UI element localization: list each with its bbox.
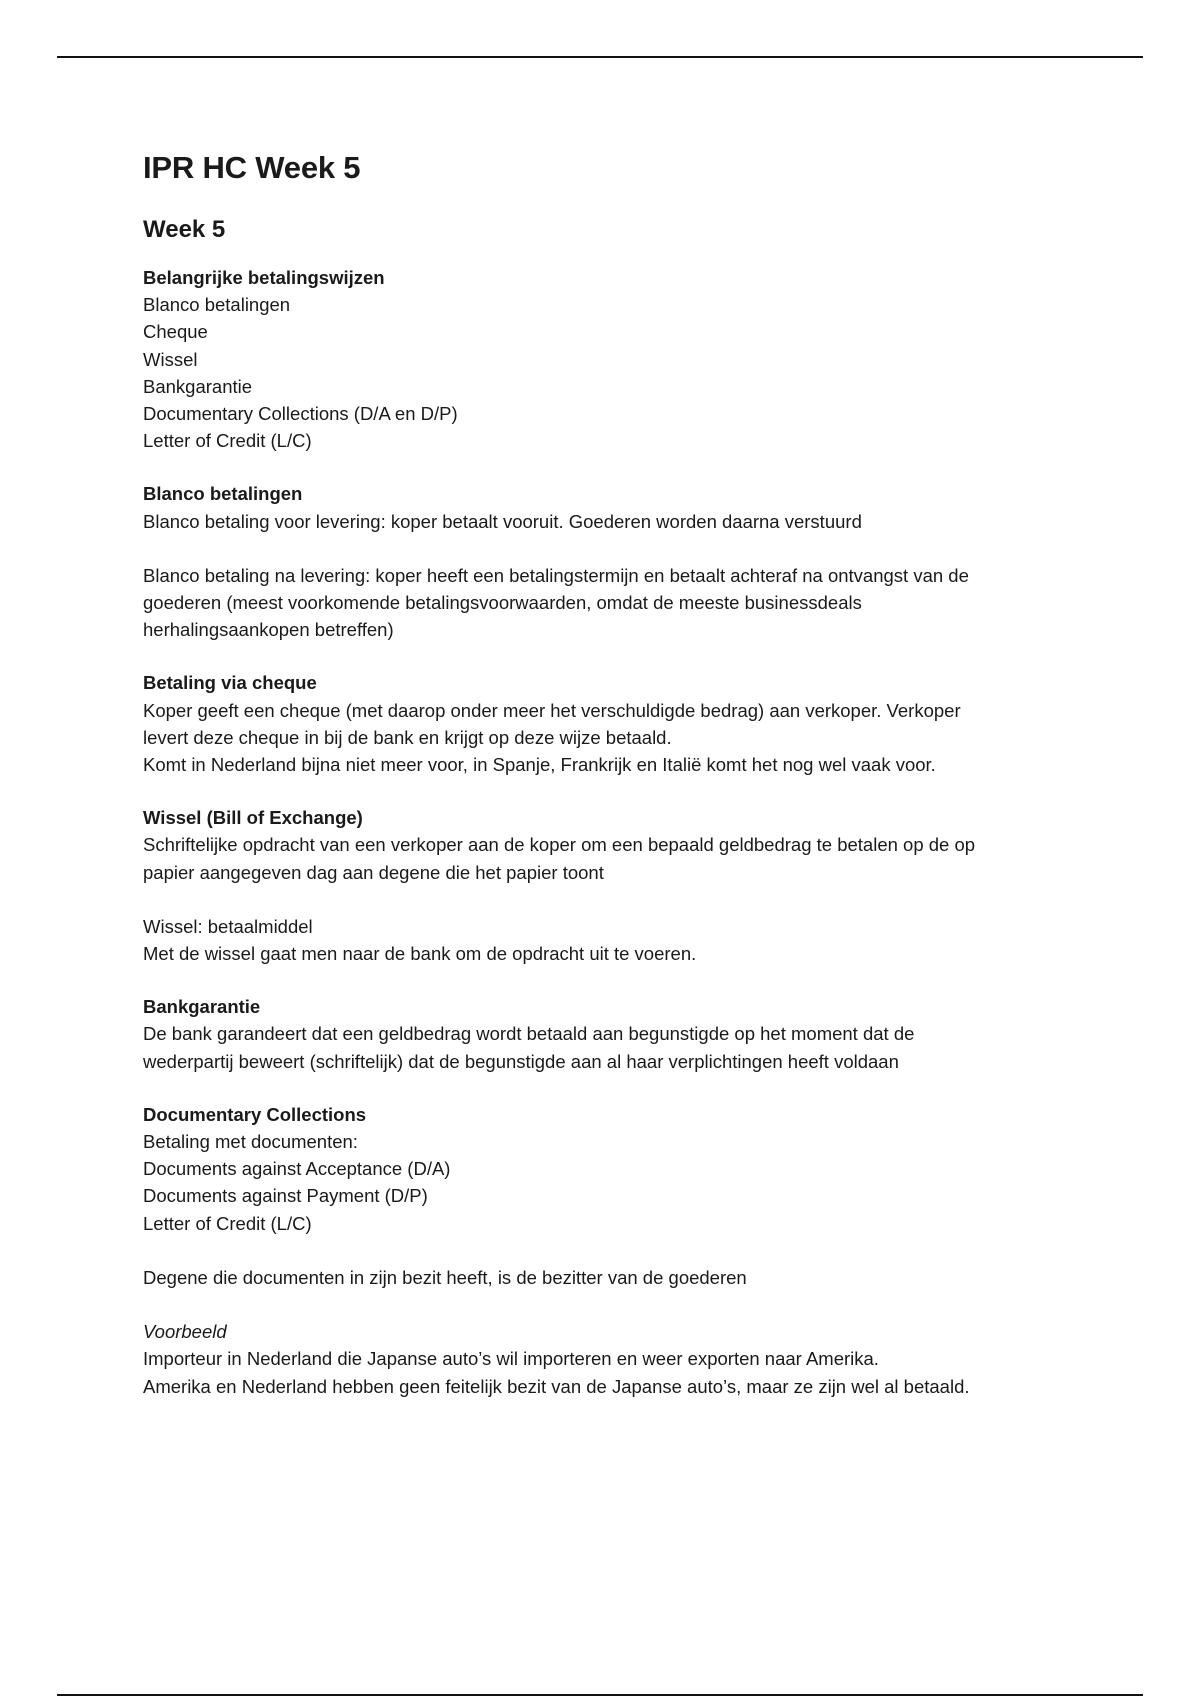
paragraph-line: Wissel: betaalmiddel [143,915,313,937]
section-cheque [143,669,1083,778]
paragraph-line: Letter of Credit (L/C) [143,1212,312,1234]
section-heading: Wissel (Bill of Exchange) [143,807,363,829]
paragraph-line: Koper geeft een cheque (met daarop onder meer het verschuldigde bedrag) aan verkoper. Verkoper [143,699,961,721]
section-documentary [143,1101,1083,1400]
paragraph-line: Documents against Acceptance (D/A) [143,1158,451,1180]
paragraph-line: herhalingsaankopen betreffen) [143,619,394,641]
paragraph-line: papier aangegeven dag aan degene die het papier toont [143,861,604,883]
section-heading: Betaling via cheque [143,672,317,694]
list-item: Blanco betalingen [143,294,291,316]
top-rule [57,56,1143,58]
bottom-rule [57,1694,1143,1696]
paragraph-line: Documents against Payment (D/P) [143,1185,428,1207]
paragraph-line: De bank garandeert dat een geldbedrag wordt betaald aan begunstigde op het moment dat de [143,1023,915,1045]
list-item: Bankgarantie [143,375,253,397]
section-wissel [143,804,1083,967]
paragraph-line: Betaling met documenten: [143,1131,358,1153]
paragraph-line: wederpartij beweert (schriftelijk) dat de begunstigde aan al haar verplichtingen heeft voldaan [143,1050,899,1072]
list-item: Wissel [143,348,198,370]
example-label: Voorbeeld [143,1321,227,1343]
paragraph-gap [143,886,1083,913]
paragraph-line: goederen (meest voorkomende betalingsvoorwaarden, omdat de meeste businessdeals [143,592,862,614]
paragraph-line: Importeur in Nederland die Japanse auto’s wil importeren en weer exporten naar Amerika. [143,1348,879,1370]
paragraph-line: Amerika en Nederland hebben geen feitelijk bezit van de Japanse auto’s, maar ze zijn wel al betaald. [143,1375,970,1397]
paragraph-line: Blanco betaling na levering: koper heeft een betalingstermijn en betaalt achteraf na ontvangst van de [143,564,969,586]
section-heading: Bankgarantie [143,996,261,1018]
list-item: Cheque [143,321,208,343]
section-overview [143,264,1083,454]
paragraph-line: Degene die documenten in zijn bezit heeft, is de bezitter van de goederen [143,1266,747,1288]
section-heading: Blanco betalingen [143,483,303,505]
section-heading: Belangrijke betalingswijzen [143,267,385,288]
paragraph-line: Schriftelijke opdracht van een verkoper aan de koper om een bepaald geldbedrag te betalen op de op [143,834,976,856]
paragraph-line: Blanco betaling voor levering: koper betaalt vooruit. Goederen worden daarna verstuurd [143,510,862,532]
document-subtitle: Week 5 [143,216,226,243]
list-item: Documentary Collections (D/A en D/P) [143,403,458,425]
section-blanco [143,480,1083,643]
section-heading: Documentary Collections [143,1103,367,1125]
section-bankgarantie [143,993,1083,1075]
document-title: IPR HC Week 5 [143,150,361,185]
document-body [143,140,1083,1400]
paragraph-line: levert deze cheque in bij de bank en krijgt op deze wijze betaald. [143,726,672,748]
paragraph-line: Met de wissel gaat men naar de bank om de opdracht uit te voeren. [143,943,697,965]
paragraph-gap [143,535,1083,562]
paragraph-gap [143,1237,1083,1264]
list-item: Letter of Credit (L/C) [143,430,312,452]
paragraph-gap [143,1291,1083,1318]
paragraph-line: Komt in Nederland bijna niet meer voor, in Spanje, Frankrijk en Italië komt het nog wel vaak voor. [143,754,936,776]
